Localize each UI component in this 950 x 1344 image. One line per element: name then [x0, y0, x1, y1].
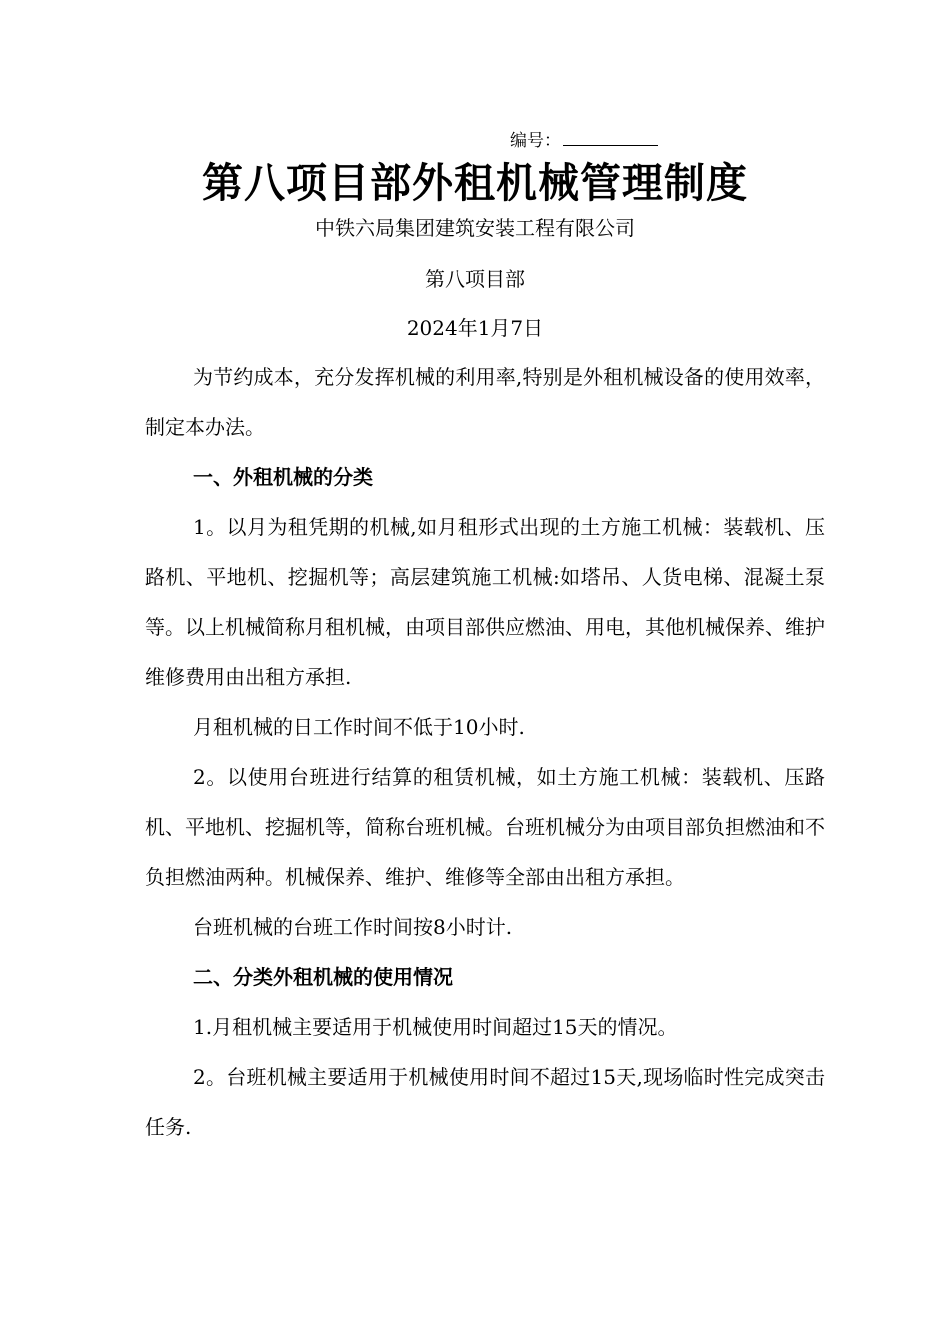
paragraph-shift-rental: 2。以使用台班进行结算的租赁机械，如土方施工机械：装载机、压路机、平地机、挖掘机等，简称台班机械。台班机械分为由项目部负担燃油和不负担燃油两种。机械保养、维护、维修等全部由出租方承担。	[145, 765, 825, 889]
company-name: 中铁六局集团建筑安装工程有限公司	[315, 216, 635, 240]
intro-paragraph: 为节约成本，充分发挥机械的利用率,特别是外租机械设备的使用效率，制定本办法。	[145, 365, 825, 439]
paragraph-shift-usage: 2。台班机械主要适用于机械使用时间不超过15天,现场临时性完成突击任务.	[145, 1065, 825, 1139]
section-heading-classification: 一、外租机械的分类	[193, 465, 373, 489]
serial-number-label: 编号：	[510, 131, 561, 151]
document-date: 2024年1月7日	[406, 316, 544, 340]
paragraph-monthly-hours: 月租机械的日工作时间不低于10小时.	[193, 715, 525, 739]
section-heading-usage: 二、分类外租机械的使用情况	[193, 965, 453, 989]
paragraph-monthly-usage: 1.月租机械主要适用于机械使用时间超过15天的情况。	[193, 1015, 678, 1039]
department-name: 第八项目部	[425, 267, 525, 291]
document-body	[145, 352, 825, 1152]
paragraph-monthly-rental: 1。以月为租凭期的机械,如月租形式出现的土方施工机械：装载机、压路机、平地机、挖掘机等；高层建筑施工机械:如塔吊、人货电梯、混凝土泵等。以上机械简称月租机械，由项目部供应燃油、用电，其他机械保养、维护维修费用由出租方承担.	[145, 515, 825, 689]
serial-number	[510, 126, 658, 151]
serial-number-blank	[563, 145, 658, 146]
paragraph-shift-hours: 台班机械的台班工作时间按8小时计.	[193, 915, 513, 939]
page-title: 第八项目部外租机械管理制度	[202, 159, 748, 207]
